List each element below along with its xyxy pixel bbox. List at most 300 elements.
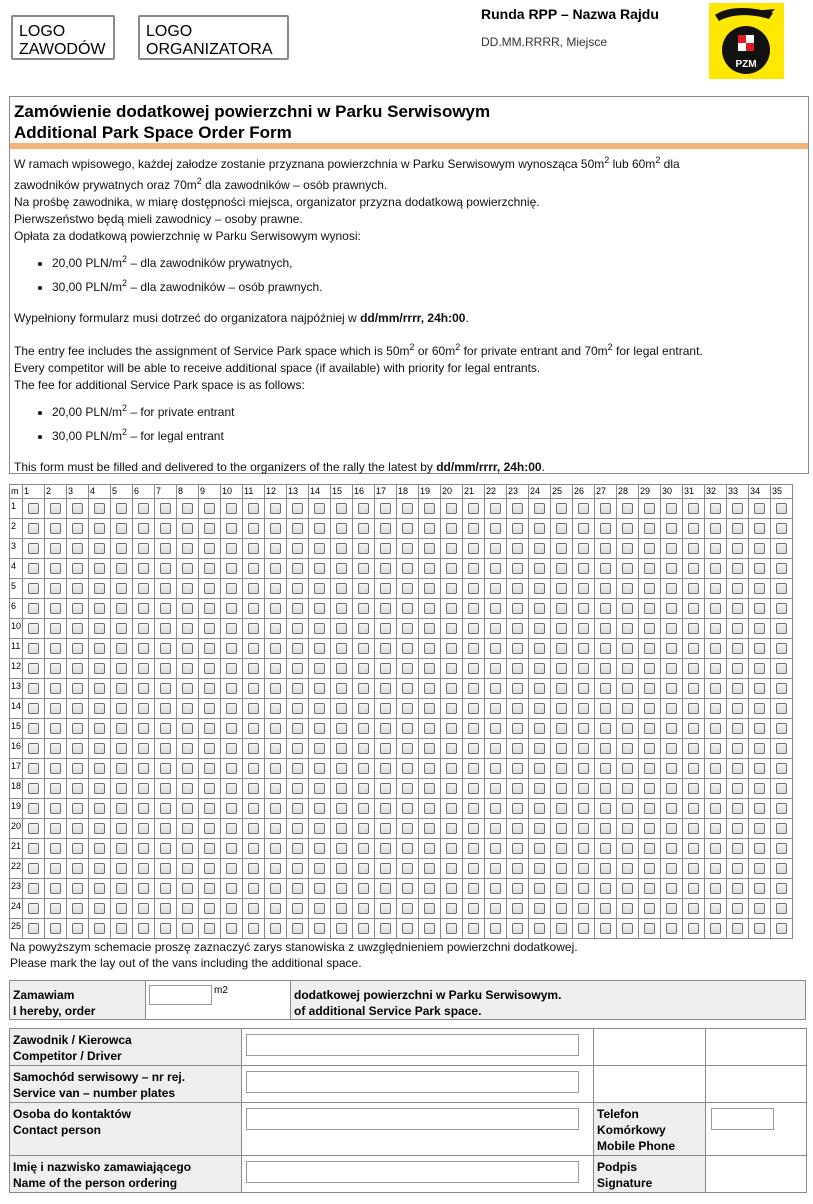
grid-checkbox[interactable] <box>248 663 259 674</box>
grid-checkbox[interactable] <box>116 543 127 554</box>
grid-checkbox[interactable] <box>336 583 347 594</box>
grid-checkbox[interactable] <box>556 903 567 914</box>
grid-checkbox[interactable] <box>402 603 413 614</box>
grid-checkbox[interactable] <box>270 503 281 514</box>
grid-checkbox[interactable] <box>578 583 589 594</box>
grid-checkbox[interactable] <box>292 723 303 734</box>
grid-checkbox[interactable] <box>622 543 633 554</box>
grid-checkbox[interactable] <box>534 663 545 674</box>
grid-checkbox[interactable] <box>578 643 589 654</box>
grid-checkbox[interactable] <box>732 883 743 894</box>
grid-checkbox[interactable] <box>578 703 589 714</box>
grid-checkbox[interactable] <box>204 583 215 594</box>
grid-checkbox[interactable] <box>182 523 193 534</box>
grid-checkbox[interactable] <box>512 583 523 594</box>
grid-checkbox[interactable] <box>182 543 193 554</box>
grid-checkbox[interactable] <box>446 703 457 714</box>
grid-checkbox[interactable] <box>226 683 237 694</box>
grid-checkbox[interactable] <box>710 763 721 774</box>
grid-checkbox[interactable] <box>72 563 83 574</box>
grid-checkbox[interactable] <box>116 603 127 614</box>
grid-checkbox[interactable] <box>314 783 325 794</box>
grid-checkbox[interactable] <box>468 643 479 654</box>
grid-checkbox[interactable] <box>380 603 391 614</box>
grid-checkbox[interactable] <box>600 863 611 874</box>
grid-checkbox[interactable] <box>50 883 61 894</box>
grid-checkbox[interactable] <box>182 583 193 594</box>
grid-checkbox[interactable] <box>314 823 325 834</box>
grid-checkbox[interactable] <box>248 743 259 754</box>
grid-checkbox[interactable] <box>182 663 193 674</box>
grid-checkbox[interactable] <box>754 663 765 674</box>
grid-checkbox[interactable] <box>358 583 369 594</box>
grid-checkbox[interactable] <box>380 523 391 534</box>
grid-checkbox[interactable] <box>292 883 303 894</box>
order-amount-input[interactable] <box>149 985 212 1005</box>
grid-checkbox[interactable] <box>314 643 325 654</box>
grid-checkbox[interactable] <box>402 783 413 794</box>
grid-checkbox[interactable] <box>402 583 413 594</box>
grid-checkbox[interactable] <box>490 823 501 834</box>
grid-checkbox[interactable] <box>732 663 743 674</box>
grid-checkbox[interactable] <box>600 783 611 794</box>
grid-checkbox[interactable] <box>160 723 171 734</box>
grid-checkbox[interactable] <box>72 863 83 874</box>
grid-checkbox[interactable] <box>50 563 61 574</box>
grid-checkbox[interactable] <box>50 923 61 934</box>
grid-checkbox[interactable] <box>226 783 237 794</box>
grid-checkbox[interactable] <box>732 703 743 714</box>
grid-checkbox[interactable] <box>204 883 215 894</box>
grid-checkbox[interactable] <box>336 563 347 574</box>
grid-checkbox[interactable] <box>424 623 435 634</box>
grid-checkbox[interactable] <box>776 563 787 574</box>
grid-checkbox[interactable] <box>380 743 391 754</box>
grid-checkbox[interactable] <box>556 883 567 894</box>
grid-checkbox[interactable] <box>534 883 545 894</box>
grid-checkbox[interactable] <box>512 903 523 914</box>
grid-checkbox[interactable] <box>512 883 523 894</box>
grid-checkbox[interactable] <box>94 763 105 774</box>
grid-checkbox[interactable] <box>556 863 567 874</box>
grid-checkbox[interactable] <box>292 763 303 774</box>
grid-checkbox[interactable] <box>248 803 259 814</box>
grid-checkbox[interactable] <box>468 663 479 674</box>
grid-checkbox[interactable] <box>248 623 259 634</box>
grid-checkbox[interactable] <box>50 843 61 854</box>
grid-checkbox[interactable] <box>380 683 391 694</box>
grid-checkbox[interactable] <box>776 623 787 634</box>
grid-checkbox[interactable] <box>776 723 787 734</box>
grid-checkbox[interactable] <box>314 803 325 814</box>
grid-checkbox[interactable] <box>776 523 787 534</box>
grid-checkbox[interactable] <box>292 663 303 674</box>
grid-checkbox[interactable] <box>666 803 677 814</box>
grid-checkbox[interactable] <box>314 503 325 514</box>
grid-checkbox[interactable] <box>116 563 127 574</box>
grid-checkbox[interactable] <box>710 803 721 814</box>
grid-checkbox[interactable] <box>490 803 501 814</box>
grid-checkbox[interactable] <box>380 543 391 554</box>
grid-checkbox[interactable] <box>72 923 83 934</box>
grid-checkbox[interactable] <box>776 843 787 854</box>
grid-checkbox[interactable] <box>490 623 501 634</box>
grid-checkbox[interactable] <box>468 843 479 854</box>
grid-checkbox[interactable] <box>424 683 435 694</box>
grid-checkbox[interactable] <box>72 803 83 814</box>
grid-checkbox[interactable] <box>336 903 347 914</box>
signature-cell[interactable] <box>706 1156 807 1193</box>
grid-checkbox[interactable] <box>204 563 215 574</box>
grid-checkbox[interactable] <box>534 843 545 854</box>
grid-checkbox[interactable] <box>710 663 721 674</box>
grid-checkbox[interactable] <box>556 823 567 834</box>
grid-checkbox[interactable] <box>534 623 545 634</box>
grid-checkbox[interactable] <box>292 563 303 574</box>
grid-checkbox[interactable] <box>160 763 171 774</box>
grid-checkbox[interactable] <box>534 903 545 914</box>
grid-checkbox[interactable] <box>556 623 567 634</box>
grid-checkbox[interactable] <box>512 843 523 854</box>
grid-checkbox[interactable] <box>138 723 149 734</box>
grid-checkbox[interactable] <box>424 803 435 814</box>
grid-checkbox[interactable] <box>292 803 303 814</box>
grid-checkbox[interactable] <box>424 863 435 874</box>
grid-checkbox[interactable] <box>336 803 347 814</box>
grid-checkbox[interactable] <box>688 883 699 894</box>
grid-checkbox[interactable] <box>160 883 171 894</box>
grid-checkbox[interactable] <box>666 523 677 534</box>
grid-checkbox[interactable] <box>556 503 567 514</box>
grid-checkbox[interactable] <box>424 723 435 734</box>
grid-checkbox[interactable] <box>248 683 259 694</box>
grid-checkbox[interactable] <box>754 683 765 694</box>
grid-checkbox[interactable] <box>138 663 149 674</box>
grid-checkbox[interactable] <box>380 723 391 734</box>
grid-checkbox[interactable] <box>402 743 413 754</box>
grid-checkbox[interactable] <box>754 743 765 754</box>
grid-checkbox[interactable] <box>732 623 743 634</box>
grid-checkbox[interactable] <box>688 563 699 574</box>
grid-checkbox[interactable] <box>512 503 523 514</box>
grid-checkbox[interactable] <box>248 783 259 794</box>
grid-checkbox[interactable] <box>292 583 303 594</box>
grid-checkbox[interactable] <box>358 703 369 714</box>
grid-checkbox[interactable] <box>424 843 435 854</box>
grid-checkbox[interactable] <box>600 663 611 674</box>
grid-checkbox[interactable] <box>270 543 281 554</box>
grid-checkbox[interactable] <box>512 783 523 794</box>
grid-checkbox[interactable] <box>138 523 149 534</box>
grid-checkbox[interactable] <box>28 663 39 674</box>
grid-checkbox[interactable] <box>380 923 391 934</box>
grid-checkbox[interactable] <box>94 503 105 514</box>
grid-checkbox[interactable] <box>226 583 237 594</box>
grid-checkbox[interactable] <box>336 723 347 734</box>
grid-checkbox[interactable] <box>424 923 435 934</box>
grid-checkbox[interactable] <box>600 843 611 854</box>
grid-checkbox[interactable] <box>468 603 479 614</box>
grid-checkbox[interactable] <box>314 763 325 774</box>
grid-checkbox[interactable] <box>754 863 765 874</box>
grid-checkbox[interactable] <box>182 683 193 694</box>
grid-checkbox[interactable] <box>138 863 149 874</box>
grid-checkbox[interactable] <box>50 903 61 914</box>
grid-checkbox[interactable] <box>138 563 149 574</box>
grid-checkbox[interactable] <box>358 863 369 874</box>
grid-checkbox[interactable] <box>666 583 677 594</box>
grid-checkbox[interactable] <box>226 923 237 934</box>
grid-checkbox[interactable] <box>402 543 413 554</box>
grid-checkbox[interactable] <box>732 803 743 814</box>
grid-checkbox[interactable] <box>490 883 501 894</box>
grid-checkbox[interactable] <box>28 543 39 554</box>
grid-checkbox[interactable] <box>424 663 435 674</box>
grid-checkbox[interactable] <box>292 643 303 654</box>
grid-checkbox[interactable] <box>380 763 391 774</box>
grid-checkbox[interactable] <box>380 783 391 794</box>
grid-checkbox[interactable] <box>710 503 721 514</box>
grid-checkbox[interactable] <box>776 903 787 914</box>
grid-checkbox[interactable] <box>160 703 171 714</box>
grid-checkbox[interactable] <box>644 683 655 694</box>
grid-checkbox[interactable] <box>138 883 149 894</box>
grid-checkbox[interactable] <box>380 663 391 674</box>
grid-checkbox[interactable] <box>94 923 105 934</box>
grid-checkbox[interactable] <box>160 743 171 754</box>
grid-checkbox[interactable] <box>28 763 39 774</box>
grid-checkbox[interactable] <box>754 883 765 894</box>
grid-checkbox[interactable] <box>710 723 721 734</box>
grid-checkbox[interactable] <box>160 523 171 534</box>
grid-checkbox[interactable] <box>534 503 545 514</box>
grid-checkbox[interactable] <box>248 503 259 514</box>
grid-checkbox[interactable] <box>336 743 347 754</box>
grid-checkbox[interactable] <box>710 523 721 534</box>
grid-checkbox[interactable] <box>776 803 787 814</box>
grid-checkbox[interactable] <box>534 683 545 694</box>
grid-checkbox[interactable] <box>116 623 127 634</box>
grid-checkbox[interactable] <box>490 783 501 794</box>
grid-checkbox[interactable] <box>446 683 457 694</box>
grid-checkbox[interactable] <box>402 563 413 574</box>
grid-checkbox[interactable] <box>446 563 457 574</box>
grid-checkbox[interactable] <box>138 683 149 694</box>
grid-checkbox[interactable] <box>226 623 237 634</box>
grid-checkbox[interactable] <box>204 903 215 914</box>
grid-checkbox[interactable] <box>490 563 501 574</box>
grid-checkbox[interactable] <box>600 523 611 534</box>
grid-checkbox[interactable] <box>710 863 721 874</box>
grid-checkbox[interactable] <box>666 663 677 674</box>
grid-checkbox[interactable] <box>358 563 369 574</box>
grid-checkbox[interactable] <box>578 923 589 934</box>
grid-checkbox[interactable] <box>600 883 611 894</box>
grid-checkbox[interactable] <box>490 903 501 914</box>
grid-checkbox[interactable] <box>578 763 589 774</box>
grid-checkbox[interactable] <box>578 563 589 574</box>
grid-checkbox[interactable] <box>754 603 765 614</box>
grid-checkbox[interactable] <box>490 543 501 554</box>
grid-checkbox[interactable] <box>358 723 369 734</box>
grid-checkbox[interactable] <box>28 563 39 574</box>
grid-checkbox[interactable] <box>28 723 39 734</box>
grid-checkbox[interactable] <box>776 543 787 554</box>
grid-checkbox[interactable] <box>644 623 655 634</box>
grid-checkbox[interactable] <box>50 623 61 634</box>
grid-checkbox[interactable] <box>556 803 567 814</box>
grid-checkbox[interactable] <box>292 923 303 934</box>
grid-checkbox[interactable] <box>556 683 567 694</box>
grid-checkbox[interactable] <box>380 903 391 914</box>
grid-checkbox[interactable] <box>226 703 237 714</box>
grid-checkbox[interactable] <box>28 643 39 654</box>
grid-checkbox[interactable] <box>28 863 39 874</box>
grid-checkbox[interactable] <box>336 843 347 854</box>
grid-checkbox[interactable] <box>160 863 171 874</box>
grid-checkbox[interactable] <box>28 923 39 934</box>
grid-checkbox[interactable] <box>754 783 765 794</box>
grid-checkbox[interactable] <box>490 663 501 674</box>
grid-checkbox[interactable] <box>138 703 149 714</box>
grid-checkbox[interactable] <box>446 783 457 794</box>
grid-checkbox[interactable] <box>94 623 105 634</box>
grid-checkbox[interactable] <box>468 883 479 894</box>
grid-checkbox[interactable] <box>292 543 303 554</box>
grid-checkbox[interactable] <box>424 903 435 914</box>
grid-checkbox[interactable] <box>534 583 545 594</box>
grid-checkbox[interactable] <box>314 723 325 734</box>
grid-checkbox[interactable] <box>446 903 457 914</box>
grid-checkbox[interactable] <box>336 923 347 934</box>
grid-checkbox[interactable] <box>50 683 61 694</box>
grid-checkbox[interactable] <box>644 803 655 814</box>
grid-checkbox[interactable] <box>600 643 611 654</box>
grid-checkbox[interactable] <box>710 743 721 754</box>
grid-checkbox[interactable] <box>666 683 677 694</box>
grid-checkbox[interactable] <box>534 743 545 754</box>
grid-checkbox[interactable] <box>314 663 325 674</box>
grid-checkbox[interactable] <box>138 803 149 814</box>
grid-checkbox[interactable] <box>270 703 281 714</box>
grid-checkbox[interactable] <box>666 783 677 794</box>
grid-checkbox[interactable] <box>94 843 105 854</box>
grid-checkbox[interactable] <box>600 763 611 774</box>
driver-input[interactable] <box>246 1034 579 1056</box>
grid-checkbox[interactable] <box>72 523 83 534</box>
grid-checkbox[interactable] <box>600 703 611 714</box>
grid-checkbox[interactable] <box>644 863 655 874</box>
grid-checkbox[interactable] <box>28 523 39 534</box>
grid-checkbox[interactable] <box>204 703 215 714</box>
grid-checkbox[interactable] <box>380 703 391 714</box>
grid-checkbox[interactable] <box>622 843 633 854</box>
grid-checkbox[interactable] <box>578 883 589 894</box>
grid-checkbox[interactable] <box>578 903 589 914</box>
grid-checkbox[interactable] <box>358 523 369 534</box>
grid-checkbox[interactable] <box>578 663 589 674</box>
grid-checkbox[interactable] <box>776 823 787 834</box>
grid-checkbox[interactable] <box>292 863 303 874</box>
grid-checkbox[interactable] <box>600 623 611 634</box>
grid-checkbox[interactable] <box>270 663 281 674</box>
grid-checkbox[interactable] <box>556 783 567 794</box>
grid-checkbox[interactable] <box>468 503 479 514</box>
grid-checkbox[interactable] <box>94 523 105 534</box>
grid-checkbox[interactable] <box>424 643 435 654</box>
grid-checkbox[interactable] <box>490 723 501 734</box>
grid-checkbox[interactable] <box>380 823 391 834</box>
grid-checkbox[interactable] <box>270 623 281 634</box>
grid-checkbox[interactable] <box>600 563 611 574</box>
grid-checkbox[interactable] <box>380 803 391 814</box>
grid-checkbox[interactable] <box>622 643 633 654</box>
grid-checkbox[interactable] <box>270 563 281 574</box>
grid-checkbox[interactable] <box>754 623 765 634</box>
grid-checkbox[interactable] <box>710 783 721 794</box>
grid-checkbox[interactable] <box>226 843 237 854</box>
grid-checkbox[interactable] <box>578 723 589 734</box>
grid-checkbox[interactable] <box>182 823 193 834</box>
grid-checkbox[interactable] <box>94 603 105 614</box>
grid-checkbox[interactable] <box>72 723 83 734</box>
grid-checkbox[interactable] <box>732 863 743 874</box>
grid-checkbox[interactable] <box>226 743 237 754</box>
grid-checkbox[interactable] <box>446 743 457 754</box>
grid-checkbox[interactable] <box>776 863 787 874</box>
grid-checkbox[interactable] <box>402 723 413 734</box>
grid-checkbox[interactable] <box>688 763 699 774</box>
grid-checkbox[interactable] <box>468 623 479 634</box>
grid-checkbox[interactable] <box>358 803 369 814</box>
grid-checkbox[interactable] <box>270 783 281 794</box>
grid-checkbox[interactable] <box>446 583 457 594</box>
grid-checkbox[interactable] <box>182 503 193 514</box>
grid-checkbox[interactable] <box>688 723 699 734</box>
grid-checkbox[interactable] <box>446 763 457 774</box>
grid-checkbox[interactable] <box>468 683 479 694</box>
grid-checkbox[interactable] <box>160 643 171 654</box>
grid-checkbox[interactable] <box>314 583 325 594</box>
grid-checkbox[interactable] <box>138 503 149 514</box>
grid-checkbox[interactable] <box>556 703 567 714</box>
grid-checkbox[interactable] <box>490 843 501 854</box>
grid-checkbox[interactable] <box>72 603 83 614</box>
grid-checkbox[interactable] <box>292 823 303 834</box>
grid-checkbox[interactable] <box>622 783 633 794</box>
grid-checkbox[interactable] <box>402 503 413 514</box>
grid-checkbox[interactable] <box>28 603 39 614</box>
grid-checkbox[interactable] <box>116 643 127 654</box>
grid-checkbox[interactable] <box>248 823 259 834</box>
grid-checkbox[interactable] <box>402 903 413 914</box>
grid-checkbox[interactable] <box>50 523 61 534</box>
grid-checkbox[interactable] <box>424 703 435 714</box>
grid-checkbox[interactable] <box>688 603 699 614</box>
grid-checkbox[interactable] <box>534 543 545 554</box>
grid-checkbox[interactable] <box>402 923 413 934</box>
grid-checkbox[interactable] <box>94 823 105 834</box>
grid-checkbox[interactable] <box>468 703 479 714</box>
grid-checkbox[interactable] <box>28 883 39 894</box>
grid-checkbox[interactable] <box>292 603 303 614</box>
grid-checkbox[interactable] <box>226 723 237 734</box>
grid-checkbox[interactable] <box>754 503 765 514</box>
grid-checkbox[interactable] <box>380 583 391 594</box>
grid-checkbox[interactable] <box>512 703 523 714</box>
grid-checkbox[interactable] <box>710 823 721 834</box>
grid-checkbox[interactable] <box>534 823 545 834</box>
